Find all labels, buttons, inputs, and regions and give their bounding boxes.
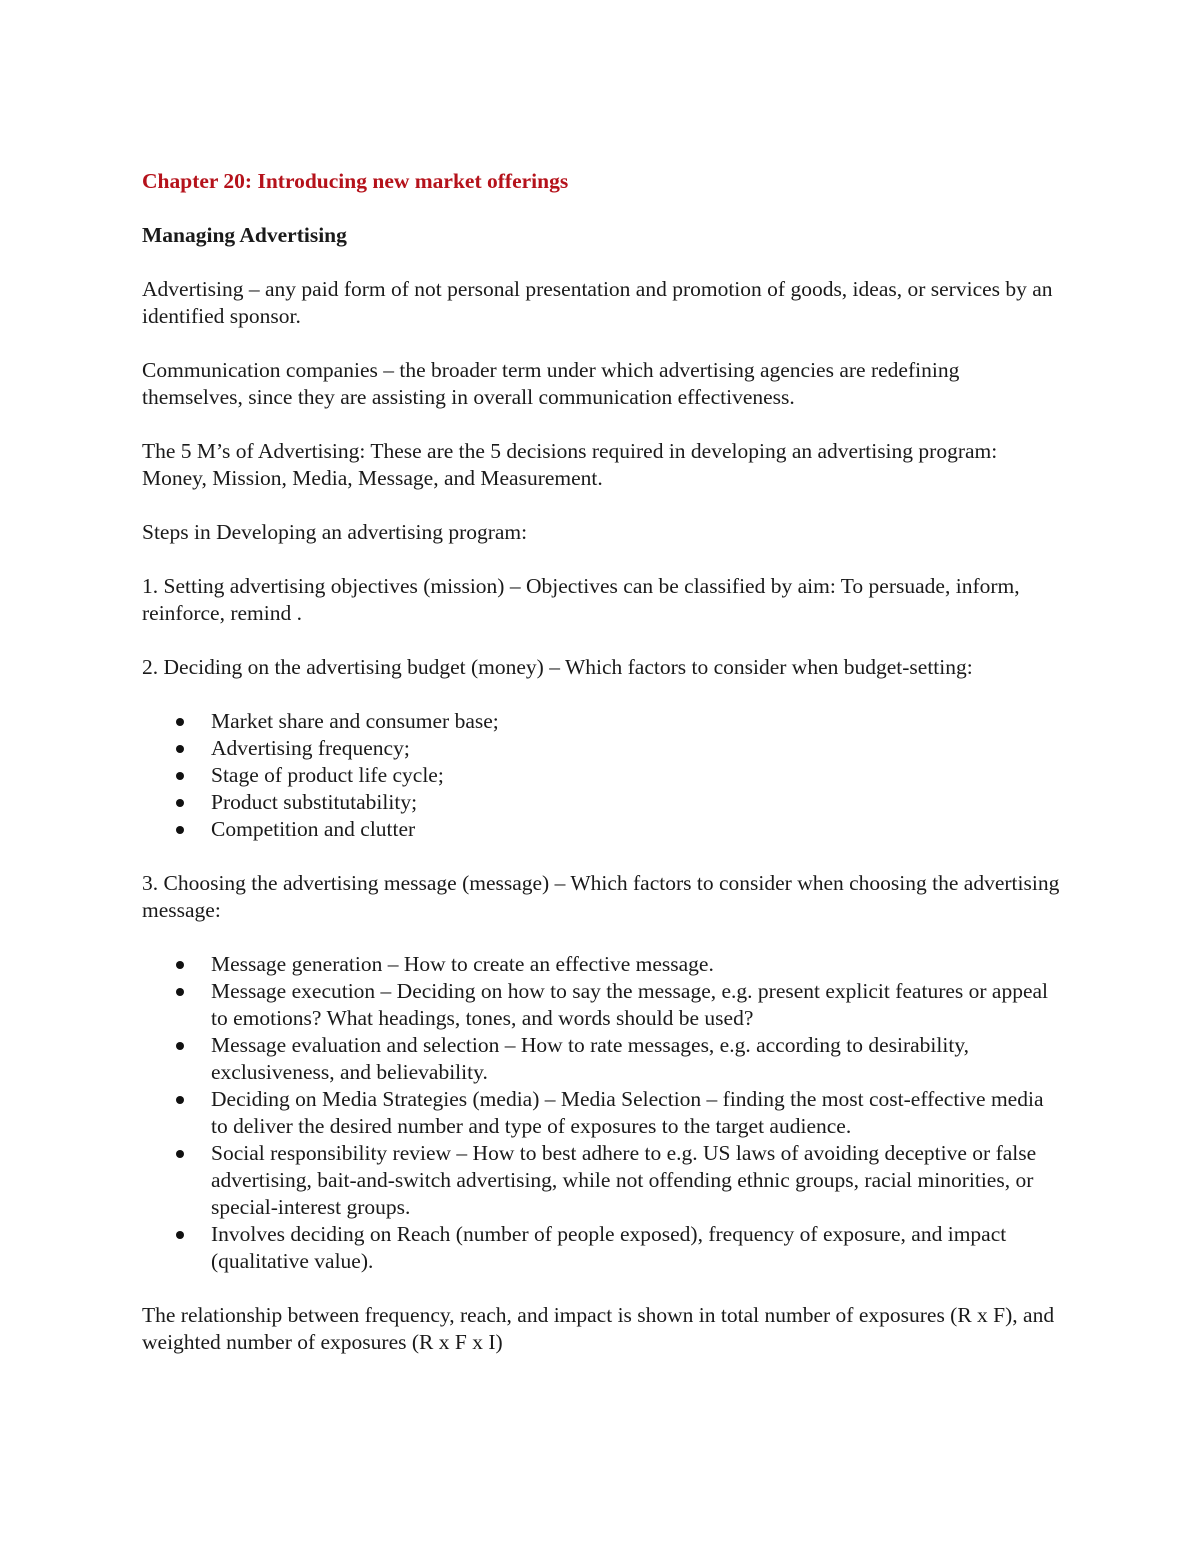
relationship-paragraph: The relationship between frequency, reach, and impact is shown in total number of exposures (R x F), and weighted number of exposures (R x F x I) bbox=[142, 1303, 1055, 1354]
communication-companies-definition: Communication companies – the broader term under which advertising agencies are redefining themselves, since they are assisting in overall communication effectiveness. bbox=[142, 358, 960, 409]
list-item: Message evaluation and selection – How to rate messages, e.g. according to desirability, exclusiveness, and believability. bbox=[142, 1032, 1062, 1086]
step-2: 2. Deciding on the advertising budget (money) – Which factors to consider when budget-setting: bbox=[142, 655, 973, 679]
list-item: Product substitutability; bbox=[142, 789, 1062, 816]
step-1: 1. Setting advertising objectives (mission) – Objectives can be classified by aim: To persuade, inform, reinforce, remind . bbox=[142, 574, 1020, 625]
list-item: Message generation – How to create an effective message. bbox=[142, 951, 1062, 978]
bullet-icon bbox=[176, 826, 184, 834]
list-item: Market share and consumer base; bbox=[142, 708, 1062, 735]
list-item: Advertising frequency; bbox=[142, 735, 1062, 762]
chapter-title: Chapter 20: Introducing new market offerings bbox=[142, 169, 569, 193]
bullet-icon bbox=[176, 745, 184, 753]
document-page bbox=[142, 168, 1062, 1383]
bullet-icon bbox=[176, 1150, 184, 1158]
list-item: Involves deciding on Reach (number of people exposed), frequency of exposure, and impact (qualitative value). bbox=[142, 1221, 1062, 1275]
section-title: Managing Advertising bbox=[142, 223, 347, 247]
list-item: Deciding on Media Strategies (media) – Media Selection – finding the most cost-effective media to deliver the desired number and type of exposures to the target audience. bbox=[142, 1086, 1062, 1140]
bullet-icon bbox=[176, 1096, 184, 1104]
list-item: Social responsibility review – How to best adhere to e.g. US laws of avoiding deceptive or false advertising, bait-and-switch advertising, while not offending ethnic groups, racial minorities, or special-interest groups. bbox=[142, 1140, 1062, 1221]
bullet-icon bbox=[176, 961, 184, 969]
step-3: 3. Choosing the advertising message (message) – Which factors to consider when choosing the advertising message: bbox=[142, 871, 1060, 922]
bullet-icon bbox=[176, 799, 184, 807]
list-item: Competition and clutter bbox=[142, 816, 1062, 843]
message-factors-list bbox=[142, 951, 1062, 1275]
bullet-icon bbox=[176, 1042, 184, 1050]
bullet-icon bbox=[176, 1231, 184, 1239]
list-item: Stage of product life cycle; bbox=[142, 762, 1062, 789]
five-ms-paragraph: The 5 M’s of Advertising: These are the 5 decisions required in developing an advertising program: Money, Mission, Media, Message, and Measurement. bbox=[142, 439, 998, 490]
advertising-definition: Advertising – any paid form of not personal presentation and promotion of goods, ideas, or services by an identified sponsor. bbox=[142, 277, 1053, 328]
list-item: Message execution – Deciding on how to say the message, e.g. present explicit features or appeal to emotions? What headings, tones, and words should be used? bbox=[142, 978, 1062, 1032]
bullet-icon bbox=[176, 988, 184, 996]
budget-factors-list bbox=[142, 708, 1062, 843]
steps-intro: Steps in Developing an advertising program: bbox=[142, 520, 528, 544]
bullet-icon bbox=[176, 718, 184, 726]
bullet-icon bbox=[176, 772, 184, 780]
